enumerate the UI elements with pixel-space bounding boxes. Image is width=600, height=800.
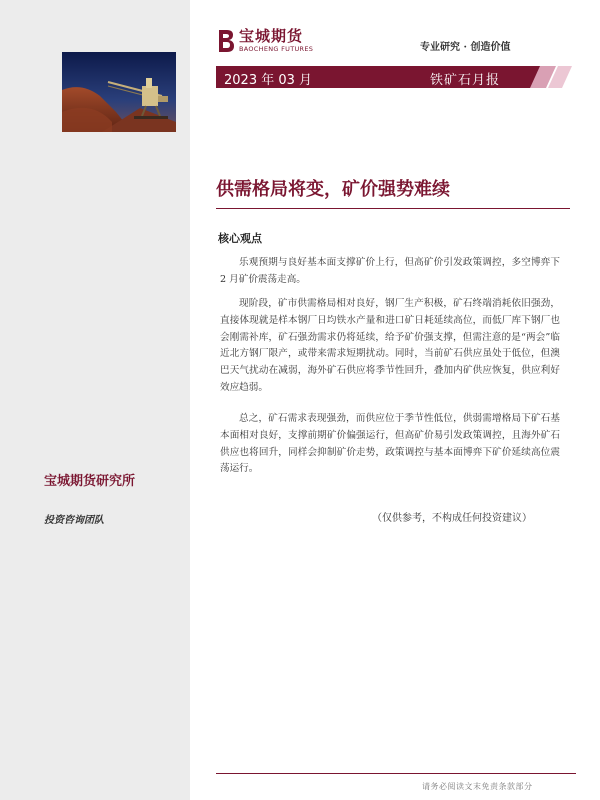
cover-photo-ore-yard	[62, 52, 176, 132]
institute-name: 宝城期货研究所	[44, 474, 136, 489]
disclaimer: （仅供参考，不构成任何投资建议）	[372, 513, 532, 524]
ore-yard-image	[62, 52, 176, 132]
team-name: 投资咨询团队	[44, 515, 104, 526]
report-title: 供需格局将变，矿价强势难续	[216, 179, 450, 200]
banner-stripes-decoration	[516, 66, 572, 88]
paragraph-2: 现阶段，矿市供需格局相对良好，钢厂生产积极，矿石终端消耗依旧强劲，直接体现就是样本钢厂日均铁水产量和进口矿日耗延续高位，而低厂库下钢厂也会刚需补库，矿石强劲需求仍将延续，给予矿价强支撑，但需注意的是“两会”临近北方钢厂限产，或带来需求短期扰动。同时，当前矿石供应虽处于低位，但澳巴天气扰动在减弱，海外矿石供应将季节性回升，叠加内矿供应恢复，供应利好效应趋弱。	[220, 298, 560, 393]
report-banner	[216, 66, 568, 88]
report-type: 铁矿石月报	[430, 73, 501, 88]
baocheng-logo-icon	[216, 28, 236, 54]
section-heading: 核心观点	[218, 232, 262, 245]
report-date: 2023 年 03 月	[224, 73, 313, 88]
footer-note: 请务必阅读文末免责条款部分	[422, 782, 533, 791]
brand-name-cn: 宝城期货	[239, 27, 304, 46]
sidebar	[0, 0, 190, 800]
paragraph-1: 乐观预期与良好基本面支撑矿价上行，但高矿价引发政策调控，多空博弈下 2 月矿价震荡走高。	[220, 257, 560, 285]
brand-slogan: 专业研究 · 创造价值	[420, 42, 511, 53]
footer-divider	[216, 773, 576, 774]
brand-name-en: BAOCHENG FUTURES	[239, 45, 314, 54]
brand-logo	[216, 26, 313, 56]
title-divider	[216, 208, 570, 209]
paragraph-3: 总之，矿石需求表现强劲，而供应位于季节性低位，供弱需增格局下矿石基本面相对良好，支撑前期矿价偏强运行，但高矿价易引发政策调控，且海外矿石供应也将回升，同样会抑制矿价走势，政策调控与基本面博弈下矿价延续高位震荡运行。	[220, 413, 560, 475]
